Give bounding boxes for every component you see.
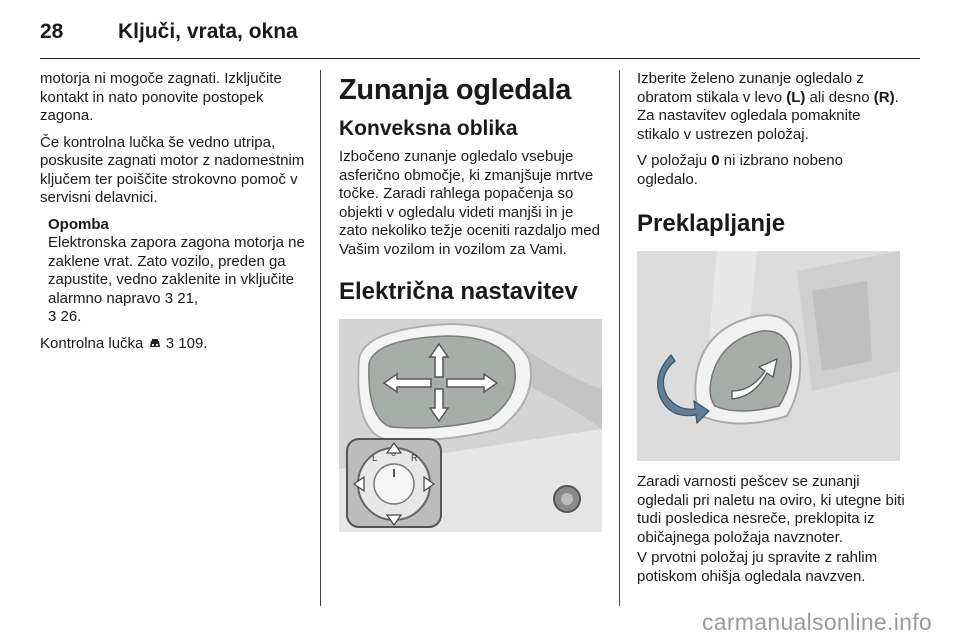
section-title: Preklapljanje bbox=[637, 210, 786, 237]
reference-arrow-icon: 3 bbox=[165, 334, 175, 352]
reference-arrow-icon: 3 bbox=[164, 289, 174, 307]
paragraph: Če kontrolna lučka še vedno utripa, poskusite zagnati motor z nadomestnim ključem ter poiščite strokovno pomoč v servisni delavnici. bbox=[40, 133, 305, 206]
watermark: carmanualsonline.info bbox=[701, 609, 932, 635]
immobilizer-warning-icon bbox=[148, 337, 162, 349]
paragraph-text: ali desno bbox=[805, 88, 874, 106]
label-right: (R) bbox=[873, 88, 895, 106]
chapter-title: Ključi, vrata, okna bbox=[118, 20, 298, 43]
paragraph-text: Kontrolna lučka bbox=[40, 334, 148, 352]
mirror-fold-figure bbox=[637, 251, 900, 461]
paragraph: Izbočeno zunanje ogledalo vsebuje asferično območje, ki zmanjšuje mrtve točke. Zaradi rahlega popačenja so objekti v ogledalu videti manjši in je zato nekoliko težje oceniti razdaljo med Vašim vozilom in vozilom za Vami. bbox=[339, 148, 600, 258]
mirror-adjust-figure bbox=[339, 319, 602, 532]
paragraph-text: V položaju bbox=[637, 152, 712, 169]
mirror-adjust-illustration bbox=[339, 319, 602, 532]
page-header bbox=[40, 14, 920, 54]
paragraph bbox=[40, 335, 310, 354]
page-number: 28 bbox=[40, 20, 64, 43]
subsection-title: Električna nastavitev bbox=[339, 278, 578, 305]
paragraph: Zaradi varnosti pešcev se zunanji ogledali pri naletu na oviro, ki utegne biti tudi posledica nesreče, preklopita iz običajnega položaja navznoter. bbox=[637, 473, 905, 546]
subsection-title: Konveksna oblika bbox=[339, 117, 518, 140]
column-right bbox=[637, 70, 905, 594]
switch-label-left: L bbox=[372, 453, 378, 463]
section-title: Zunanja ogledala bbox=[339, 74, 572, 106]
column-left bbox=[40, 70, 310, 361]
paragraph-text: ni izbrano nobeno ogledalo. bbox=[637, 152, 843, 188]
page-reference[interactable]: 26. bbox=[60, 308, 82, 325]
column-divider bbox=[320, 70, 321, 606]
note-text bbox=[48, 234, 310, 327]
page-reference[interactable]: 21, bbox=[177, 289, 199, 307]
switch-label-right: R bbox=[411, 453, 418, 463]
mirror-fold-illustration bbox=[637, 251, 900, 461]
column-divider bbox=[619, 70, 620, 606]
header-rule bbox=[40, 58, 920, 59]
reference-arrow-icon: 3 bbox=[48, 308, 57, 325]
paragraph: motorja ni mogoče zagnati. Izključite kontakt in nato ponovite postopek zagona. bbox=[40, 70, 282, 124]
note-text-body: Elektronska zapora zagona motorja ne zaklene vrat. Zato vozilo, preden ga zapustite, vedno zaklenite in vključite alarmno napravo bbox=[48, 234, 305, 307]
paragraph bbox=[637, 70, 905, 144]
label-zero: 0 bbox=[711, 152, 720, 169]
label-left: (L) bbox=[786, 88, 806, 106]
paragraph bbox=[637, 152, 905, 189]
note-title: Opomba bbox=[48, 215, 109, 233]
paragraph-text: . Za nastavitev ogledala pomaknite stikalo v ustrezen položaj. bbox=[637, 88, 899, 143]
note-box bbox=[48, 216, 310, 327]
paragraph: V prvotni položaj ju spravite z rahlim potiskom ohišja ogledala navzven. bbox=[637, 549, 878, 585]
paragraph-text: Izberite želeno zunanje ogledalo z obratom stikala v levo bbox=[637, 70, 864, 106]
column-middle bbox=[339, 70, 604, 532]
page-reference[interactable]: 109. bbox=[178, 334, 208, 352]
